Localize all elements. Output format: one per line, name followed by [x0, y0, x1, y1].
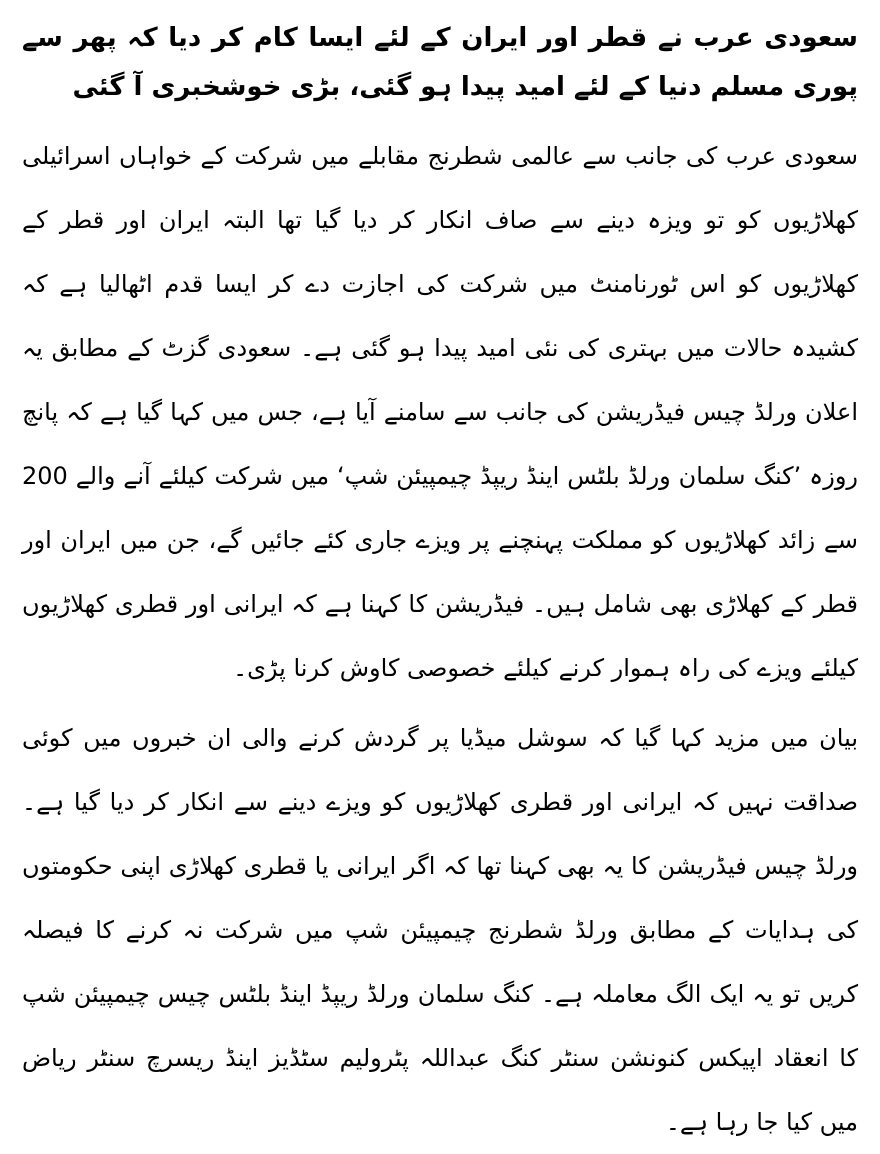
article-headline: سعودی عرب نے قطر اور ایران کے لئے ایسا کام کر دیا کہ پھر سے پوری مسلم دنیا کے لئے امید پیدا ہو گئی، بڑی خوشخبری آ گئی [22, 23, 858, 102]
article-paragraph-1: سعودی عرب کی جانب سے عالمی شطرنج مقابلے میں شرکت کے خواہاں اسرائیلی کھلاڑیوں کو تو ویزہ دینے سے صاف انکار کر دیا گیا تھا البتہ ایران اور قطر کے کھلاڑیوں کو اس ٹورنامنٹ میں شرکت کی اجازت دے کر ایسا قدم اٹھالیا ہے کہ کشیدہ حالات میں بہتری کی نئی امید پیدا ہو گئی ہے۔ سعودی گزٹ کے مطابق یہ اعلان ورلڈ چیس فیڈریشن کی جانب سے سامنے آیا ہے، جس میں کہا گیا ہے کہ پانچ روزہ ’کنگ سلمان ورلڈ بلٹس اینڈ ریپڈ چیمپیئن شپ‘ میں شرکت کیلئے آنے والے 200 سے زائد کھلاڑیوں کو مملکت پہنچنے پر ویزے جاری کئے جائیں گے، جن میں ایران اور قطر کے کھلاڑی بھی شامل ہیں۔ فیڈریشن کا کہنا ہے کہ ایرانی اور قطری کھلاڑیوں کیلئے ویزے کی راہ ہموار کرنے کیلئے خصوصی کاوش کرنا پڑی۔ [22, 142, 858, 682]
article-paragraph-2: بیان میں مزید کہا گیا کہ سوشل میڈیا پر گردش کرنے والی ان خبروں میں کوئی صداقت نہیں کہ ایرانی اور قطری کھلاڑیوں کو ویزے دینے سے انکار کر دیا گیا ہے۔ ورلڈ چیس فیڈریشن کا یہ بھی کہنا تھا کہ اگر ایرانی یا قطری کھلاڑی اپنی حکومتوں کی ہدایات کے مطابق ورلڈ شطرنج چیمپیئن شپ میں شرکت نہ کرنے کا فیصلہ کریں تو یہ ایک الگ معاملہ ہے۔ کنگ سلمان ورلڈ ریپڈ اینڈ بلٹس چیس چیمپیئن شپ کا انعقاد اپیکس کنونشن سنٹر کنگ عبداللہ پٹرولیم سٹڈیز اینڈ ریسرچ سنٹر ریاض میں کیا جا رہا ہے۔ [22, 724, 858, 1136]
